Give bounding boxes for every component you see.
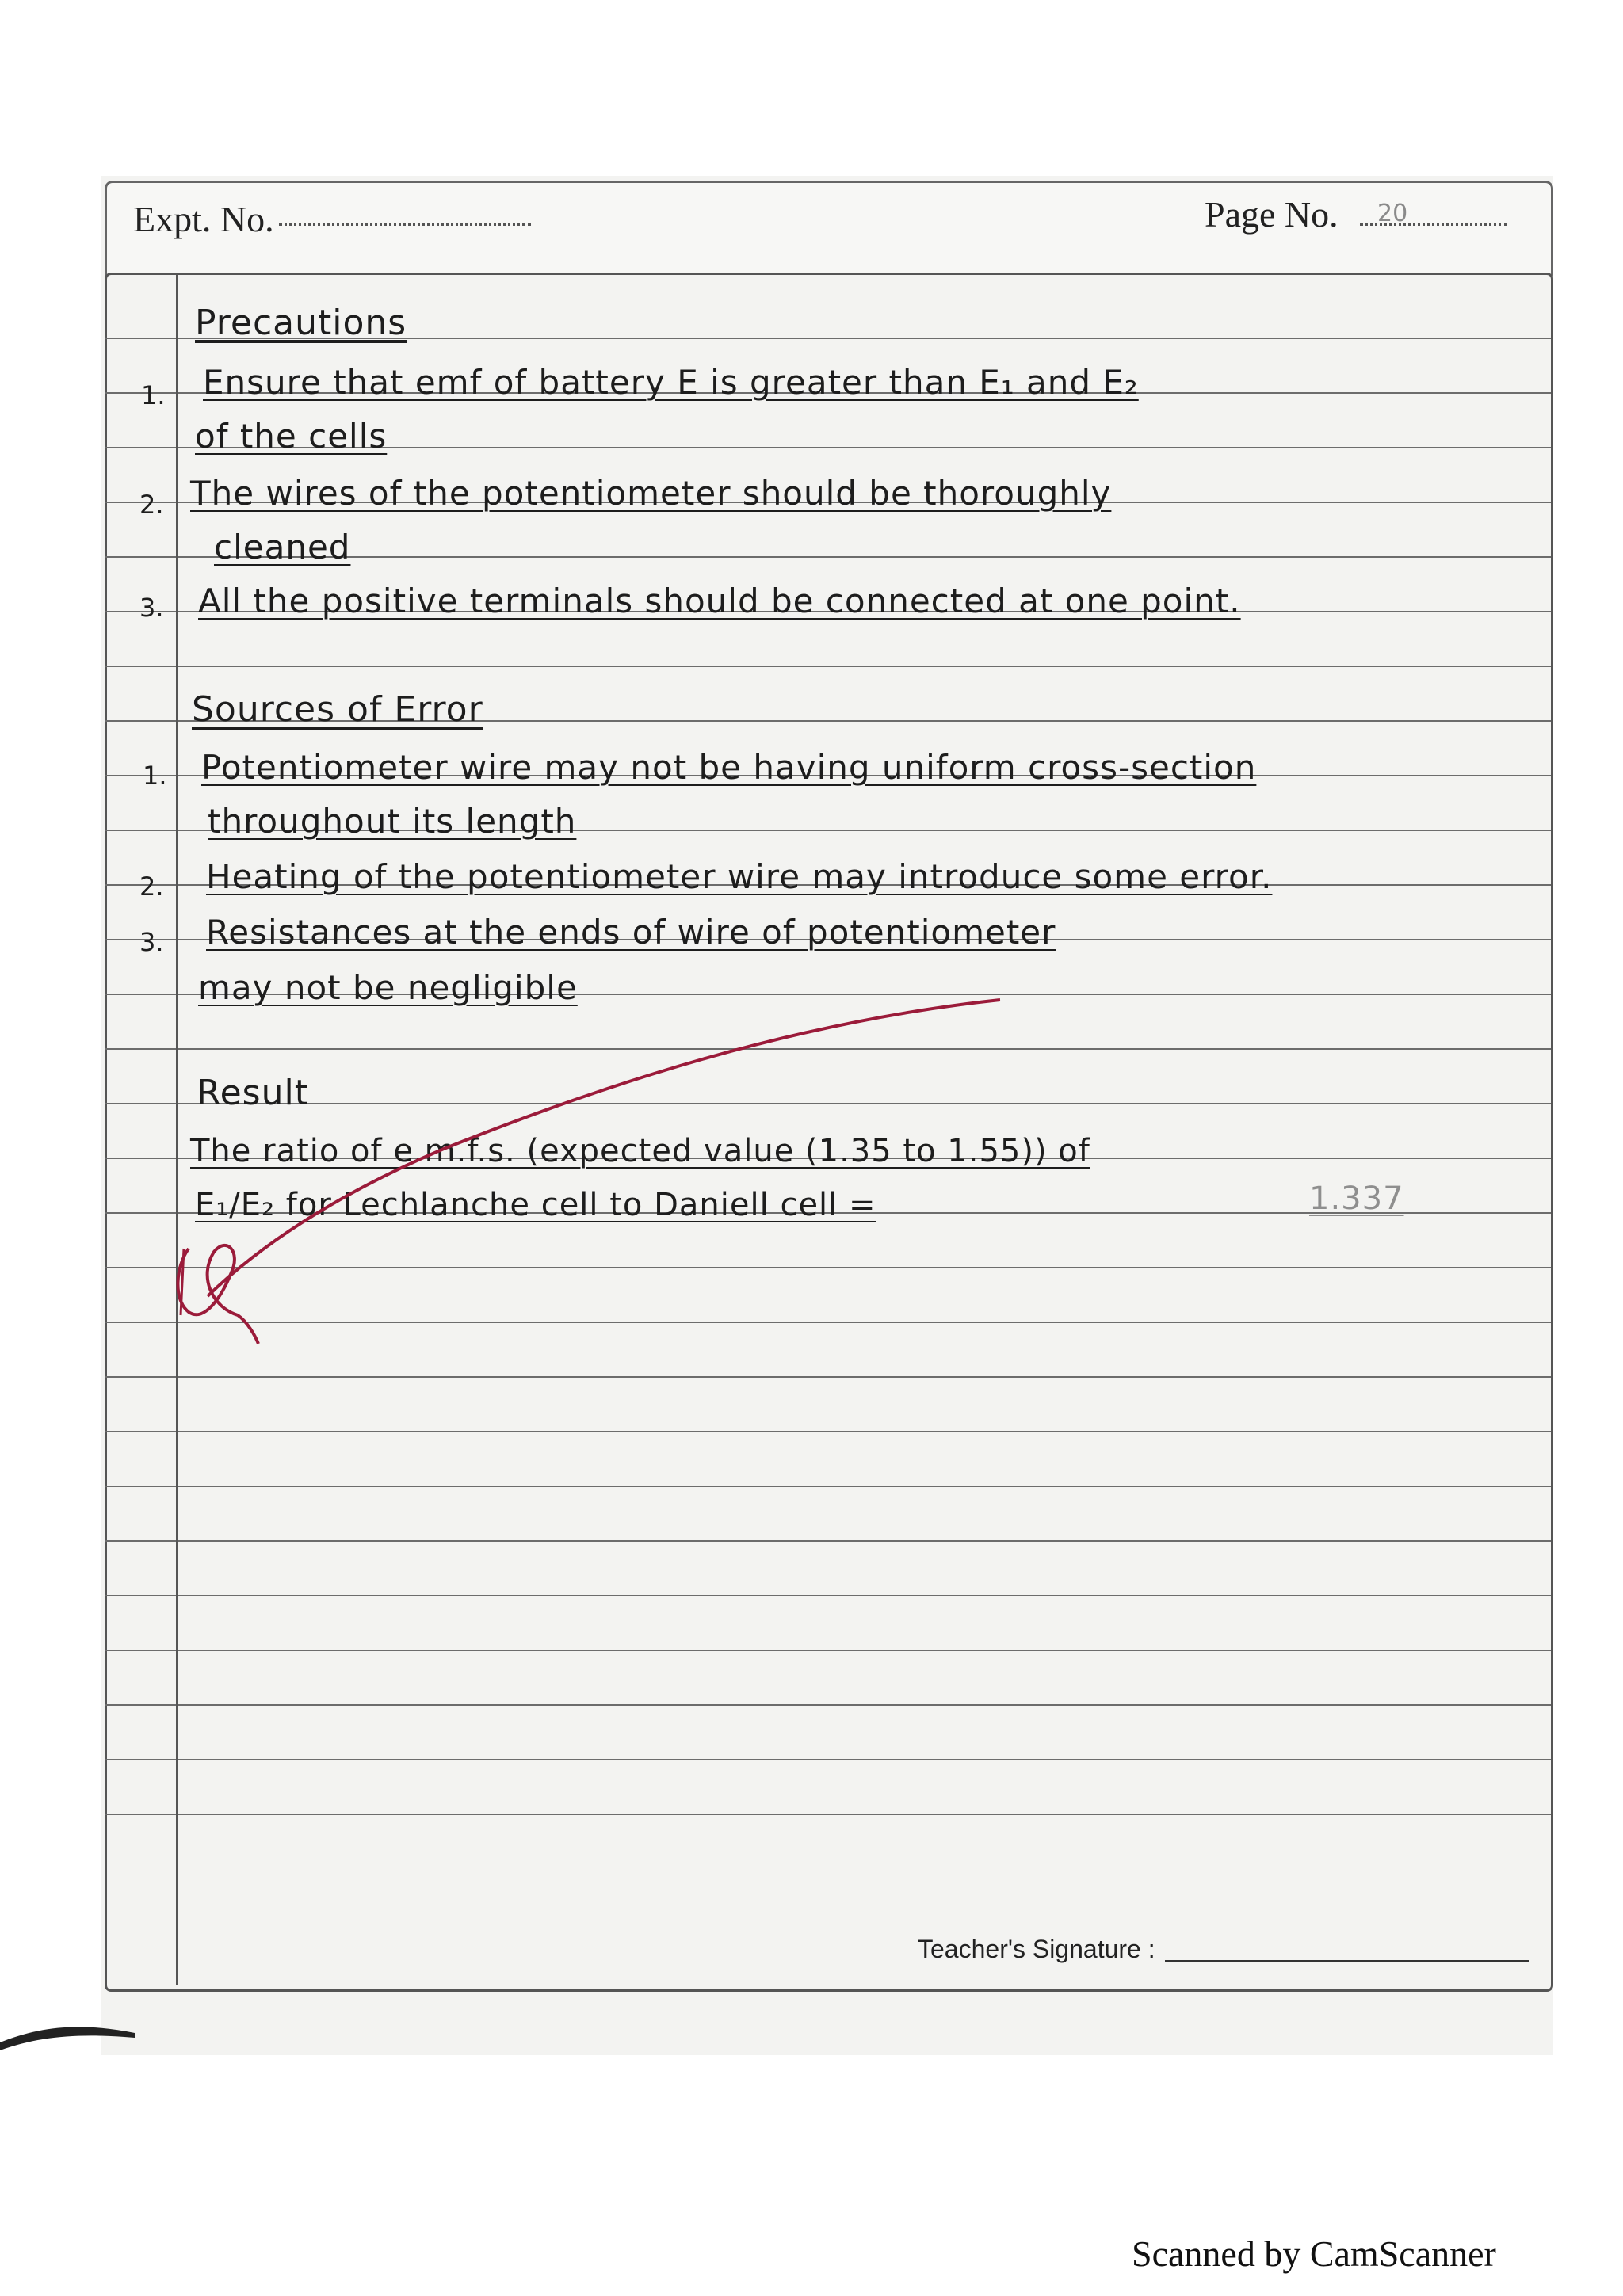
precaution-1-number: 1. <box>141 380 166 410</box>
precaution-2-number: 2. <box>139 490 164 520</box>
precaution-3-number: 3. <box>139 593 164 623</box>
errors-heading: Sources of Error <box>192 689 483 730</box>
page-fold-shadow <box>0 2019 135 2050</box>
error-2-line-1: Heating of the potentiometer wire may introduce some error. <box>206 857 1273 896</box>
precaution-3-line-1: All the positive terminals should be connected at one point. <box>198 582 1241 620</box>
precaution-2-line-2: cleaned <box>214 528 351 566</box>
page-no-value: 20 <box>1377 200 1408 227</box>
error-1-number: 1. <box>143 761 167 791</box>
teacher-signature-label: Teacher's Signature : <box>918 1935 1155 1963</box>
result-line-2: E₁/E₂ for Lechlanche cell to Daniell cell = <box>195 1187 876 1223</box>
precaution-2-line-1: The wires of the potentiometer should be thoroughly <box>190 474 1112 513</box>
error-1-line-1: Potentiometer wire may not be having uniform cross-section <box>201 748 1257 787</box>
error-2-number: 2. <box>139 871 164 902</box>
precaution-1-line-2: of the cells <box>195 417 388 456</box>
teacher-signature-line <box>1165 1960 1529 1962</box>
result-value: 1.337 <box>1309 1180 1404 1217</box>
error-3-number: 3. <box>139 927 164 957</box>
precautions-heading: Precautions <box>195 303 407 343</box>
precaution-1-line-1: Ensure that emf of battery E is greater than E₁ and E₂ <box>203 363 1139 402</box>
result-heading: Result <box>197 1073 309 1113</box>
expt-no-label: Expt. No. <box>133 199 274 239</box>
error-3-line-1: Resistances at the ends of wire of potentiometer <box>206 913 1056 952</box>
error-1-line-2: throughout its length <box>208 802 577 841</box>
page-no-label: Page No. <box>1205 194 1338 235</box>
error-3-line-2: may not be negligible <box>198 968 578 1007</box>
result-line-1: The ratio of e.m.f.s. (expected value (1.35 to 1.55)) of <box>190 1133 1090 1169</box>
scanner-watermark: Scanned by CamScanner <box>1132 2233 1496 2274</box>
